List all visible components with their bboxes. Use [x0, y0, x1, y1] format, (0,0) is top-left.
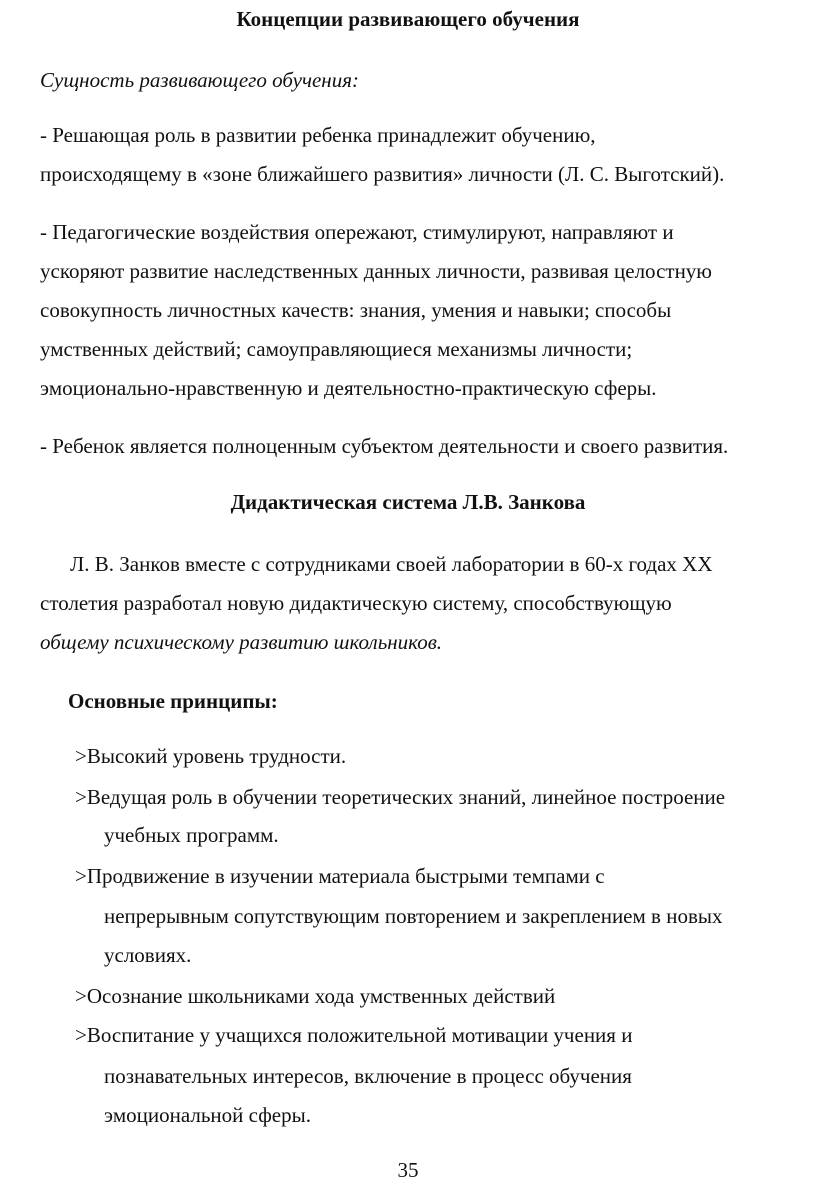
- section-title: Дидактическая система Л.В. Занкова: [230, 490, 586, 514]
- text-line: условиях.: [104, 943, 192, 967]
- text-line: >Высокий уровень трудности.: [75, 744, 347, 768]
- essence-heading: Сущность развивающего обучения:: [40, 68, 359, 92]
- text-line: >Воспитание у учащихся положительной мотивации учения и: [75, 1023, 633, 1047]
- text-line: общему психическому развитию школьников.: [40, 630, 443, 654]
- text-line: ускоряют развитие наследственных данных личности, развивая целостную: [40, 259, 712, 283]
- page-number: 35: [397, 1158, 419, 1182]
- text-line: учебных программ.: [104, 823, 279, 847]
- text-line: эмоциональной сферы.: [104, 1103, 311, 1127]
- text-line: >Осознание школьниками хода умственных действий: [75, 984, 556, 1008]
- page-title: Концепции развивающего обучения: [236, 7, 580, 31]
- text-line: - Педагогические воздействия опережают, стимулируют, направляют и: [40, 220, 674, 244]
- principles-heading: Основные принципы:: [68, 689, 278, 713]
- text-line: непрерывным сопутствующим повторением и закреплением в новых: [104, 904, 723, 928]
- text-line: >Ведущая роль в обучении теоретических знаний, линейное построение: [75, 785, 726, 809]
- text-line: познавательных интересов, включение в процесс обучения: [104, 1064, 632, 1088]
- text-line: эмоционально-нравственную и деятельностно-практическую сферы.: [40, 376, 657, 400]
- text-line: Л. В. Занков вместе с сотрудниками своей лаборатории в 60-х годах XX: [70, 552, 713, 576]
- text-line: совокупность личностных качеств: знания, умения и навыки; способы: [40, 298, 672, 322]
- text-line: происходящему в «зоне ближайшего развития» личности (Л. С. Выготский).: [40, 162, 725, 186]
- text-line: >Продвижение в изучении материала быстрыми темпами с: [75, 864, 605, 888]
- text-line: умственных действий; самоуправляющиеся механизмы личности;: [40, 337, 633, 361]
- text-line: - Решающая роль в развитии ребенка принадлежит обучению,: [40, 123, 596, 147]
- text-line: - Ребенок является полноценным субъектом деятельности и своего развития.: [40, 434, 729, 458]
- text-line: столетия разработал новую дидактическую систему, способствующую: [40, 591, 672, 615]
